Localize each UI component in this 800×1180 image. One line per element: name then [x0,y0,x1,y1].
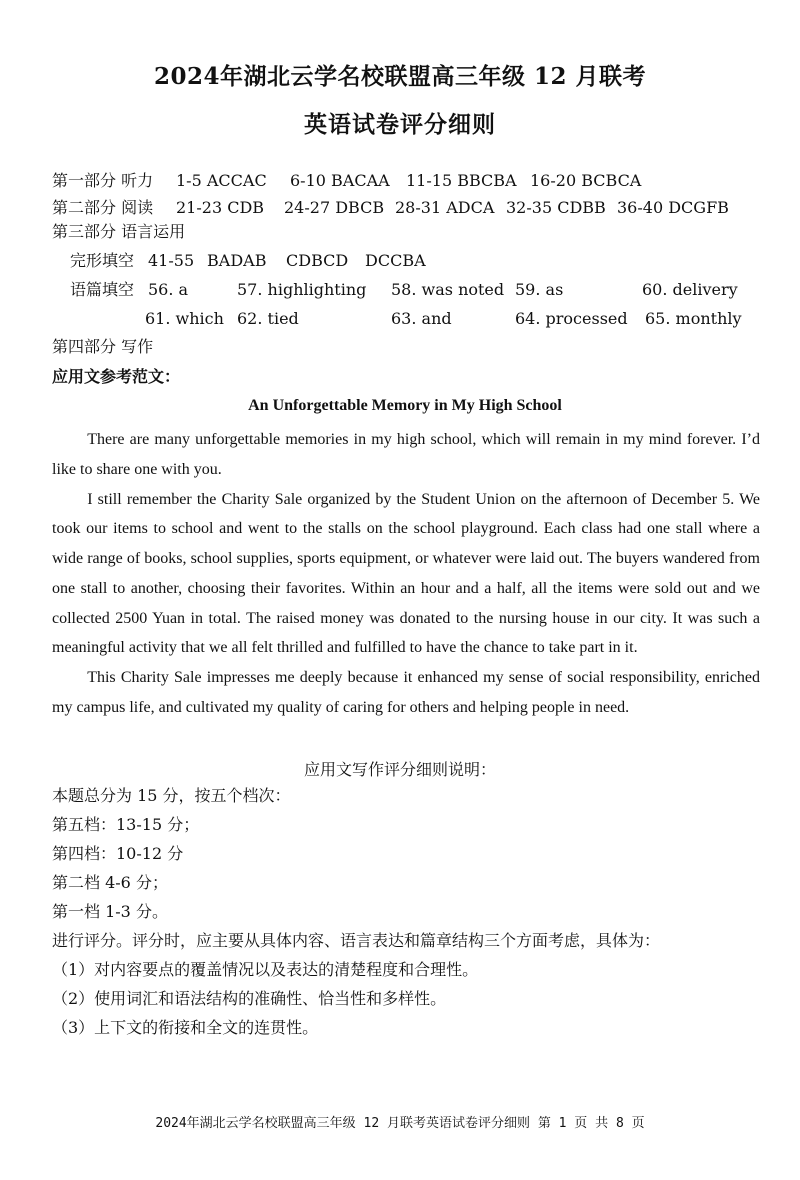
part2-answer: 32-35 CDBB [506,198,606,217]
scoring-line: 第二档 4-6 分； [52,873,168,892]
part1-answer: 11-15 BBCBA [406,171,517,190]
part2-label: 第二部分 阅读 [52,198,154,217]
essay-paragraph: This Charity Sale impresses me deeply because it enhanced my sense of social responsibility, enriched my campus life, and cultivated my quality of caring for others and helping people in need. [52,669,760,716]
scoring-line: （1）对内容要点的覆盖情况以及表达的清楚程度和合理性。 [52,960,479,979]
sample-essay-heading: 应用文参考范文： [52,367,181,386]
scoring-line: （3）上下文的衔接和全文的连贯性。 [52,1018,319,1037]
part1-answer: 16-20 BCBCA [530,171,642,190]
document-subtitle: 英语试卷评分细则 [304,111,496,138]
cloze-label: 完形填空 [70,251,135,270]
cloze-answer: BADAB [207,251,267,270]
essay-paragraph: There are many unforgettable memories in my high school, which will remain in my mind forever. I’d like to share one with you. [52,431,760,478]
scoring-line: 第五档：13-15 分； [52,815,200,834]
scoring-line: 本题总分为 15 分，按五个档次： [52,786,291,805]
scoring-line: （2）使用词汇和语法结构的准确性、恰当性和多样性。 [52,989,447,1008]
grammar-answer: 62. tied [237,309,299,328]
grammar-answer: 60. delivery [642,280,738,299]
part2-answer: 36-40 DCGFB [617,198,729,217]
essay-title: An Unforgettable Memory in My High School [248,397,562,414]
part1-label: 第一部分 听力 [52,171,154,190]
part2-answer: 24-27 DBCB [284,198,385,217]
scoring-heading: 应用文写作评分细则说明： [303,760,496,779]
grammar-answer: 57. highlighting [237,280,367,299]
cloze-answer: CDBCD [286,251,349,270]
cloze-range: 41-55 [148,251,195,270]
page-footer: 2024年湖北云学名校联盟高三年级 12 月联考英语试卷评分细则 第 1 页 共 8 页 [155,1116,645,1131]
part3-label: 第三部分 语言运用 [52,222,186,241]
scoring-line: 第四档：10-12 分 [52,844,184,863]
part2-answer: 28-31 ADCA [395,198,495,217]
grammar-label: 语篇填空 [70,280,135,299]
part4-label: 第四部分 写作 [52,337,154,356]
grammar-answer: 65. monthly [645,309,742,328]
document-title: 2024年湖北云学名校联盟高三年级 12 月联考 [153,63,647,90]
part1-answer: 1-5 ACCAC [176,171,267,190]
part2-answer: 21-23 CDB [176,198,265,217]
grammar-answer: 56. a [148,280,189,299]
scoring-line: 进行评分。评分时，应主要从具体内容、语言表达和篇章结构三个方面考虑，具体为： [52,931,661,950]
grammar-answer: 64. processed [515,309,628,328]
part1-answer: 6-10 BACAA [290,171,390,190]
grammar-answer: 61. which [145,309,224,328]
cloze-answer: DCCBA [365,251,426,270]
grammar-answer: 58. was noted [391,280,505,299]
grammar-answer: 63. and [391,309,452,328]
grammar-answer: 59. as [515,280,564,299]
essay-paragraph: I still remember the Charity Sale organized by the Student Union on the afternoon of December 5. We took our items to school and went to the stalls on the school playground. Each class had one stall where a wide range of books, school supplies, sports equipment, or whatever were laid out. The buyers wandered from one stall to another, choosing their favorites. Within an hour and a half, all the items were sold out and we collected 2500 Yuan in total. The raised money was donated to the nursing house in our city. It was such a meaningful activity that we all felt thrilled and fulfilled to have the chance to take part in it. [52,490,760,657]
essay-body [52,425,760,723]
scoring-line: 第一档 1-3 分。 [52,902,168,921]
